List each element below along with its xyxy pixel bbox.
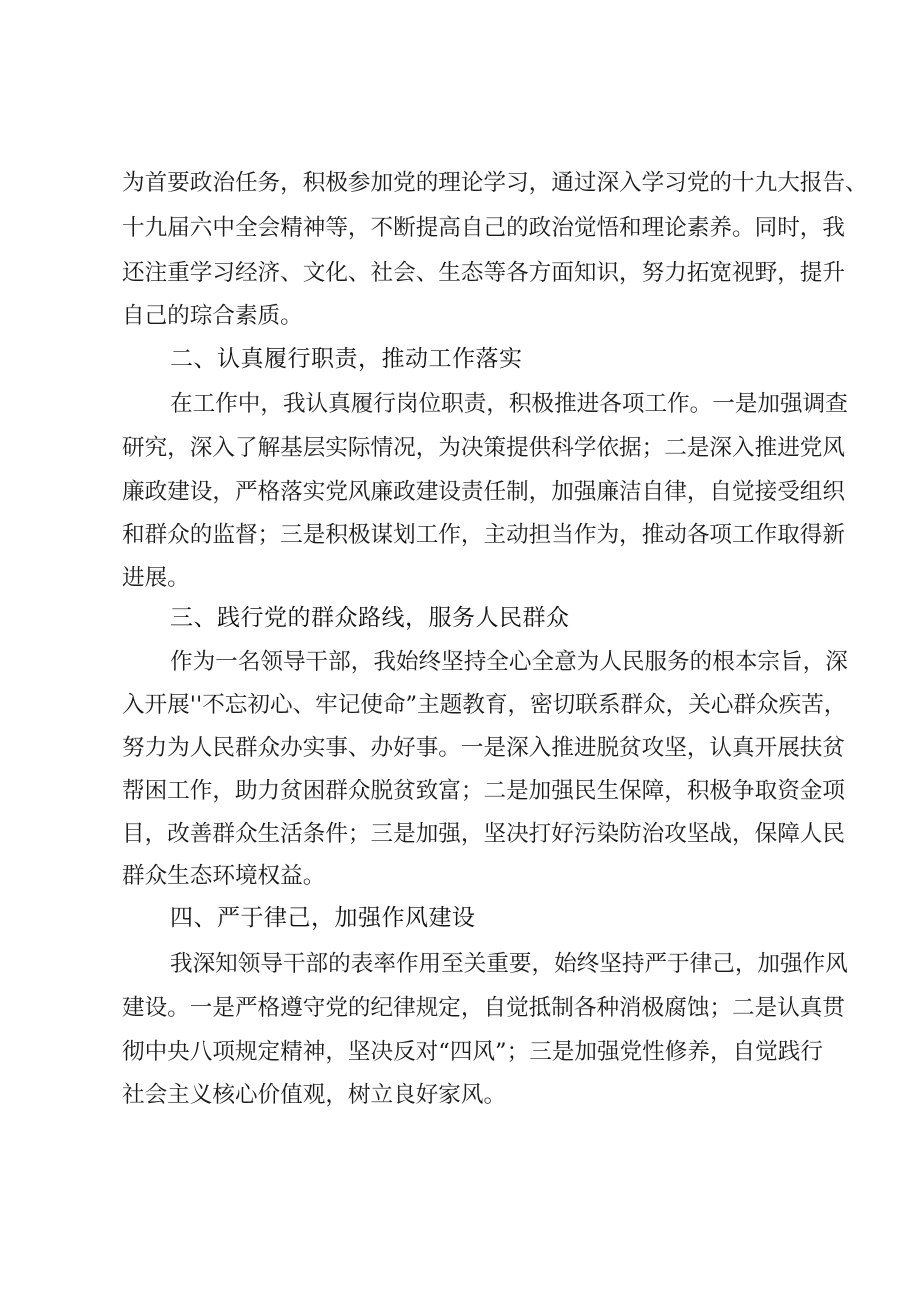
section-heading-4: 四、严于律己，加强作风建设 bbox=[170, 905, 476, 931]
section-2-line-2: 研究，深入了解基层实际情况，为决策提供科学依据；二是深入推进党风 bbox=[122, 435, 845, 461]
section-2-line-4: 和群众的监督；三是积极谋划工作，主动担当作为，推动各项工作取得新 bbox=[122, 522, 845, 548]
section-4-line-3: 彻中央八项规定精神，坚决反对“四风”；三是加强党性修养，自觉践行 bbox=[122, 1039, 823, 1065]
intro-line-1: 为首要政治任务，积极参加党的理论学习，通过深入学习党的十九大报告、 bbox=[122, 170, 868, 196]
section-4-line-1: 我深知领导干部的表率作用至关重要，始终坚持严于律己，加强作风 bbox=[170, 951, 848, 977]
section-4-line-2: 建设。一是严格遵守党的纪律规定，自觉抵制各种消极腐蚀；二是认真贯 bbox=[122, 995, 845, 1021]
intro-line-4: 自己的琮合素质。 bbox=[122, 303, 303, 329]
section-heading-3: 三、践行党的群众路线，服务人民群众 bbox=[170, 605, 570, 631]
section-2-line-5: 进展。 bbox=[122, 565, 190, 591]
intro-line-3: 还注重学习经济、文化、社会、生态等各方面知识，努力拓宽视野，提升 bbox=[122, 260, 845, 286]
section-heading-2: 二、认真履行职责，推动工作落实 bbox=[170, 346, 523, 372]
section-3-line-4: 帮困工作，助力贫困群众脱贫致富；二是加强民生保障，积极争取资金项 bbox=[122, 778, 845, 804]
section-3-line-5: 目，改善群众生活条件；三是加强，坚决打好污染防治攻坚战，保障人民 bbox=[122, 821, 845, 847]
intro-line-2: 十九届六中全会精神等，不断提高自己的政治觉悟和理论素养。同时，我 bbox=[122, 215, 845, 241]
section-4-line-4: 社会主义核心价值观，树立良好家风。 bbox=[122, 1082, 507, 1108]
section-3-line-1: 作为一名领导干部，我始终坚持全心全意为人民服务的根本宗旨，深 bbox=[170, 649, 848, 675]
section-3-line-2: 入开展''不忘初心、牢记使命”主题教育，密切联系群众，关心群众疾苦， bbox=[122, 692, 847, 718]
section-3-line-6: 群众生态环境权益。 bbox=[122, 863, 326, 889]
section-3-line-3: 努力为人民群众办实事、办好事。一是深入推进脱贫攻坚，认真开展扶贫 bbox=[122, 735, 845, 761]
section-2-line-3: 廉政建设，严格落实党风廉政建设责任制，加强廉洁自律，自觉接受组织 bbox=[122, 479, 845, 505]
section-2-line-1: 在工作中，我认真履行岗位职责，积极推进各项工作。一是加强调查 bbox=[170, 391, 848, 417]
